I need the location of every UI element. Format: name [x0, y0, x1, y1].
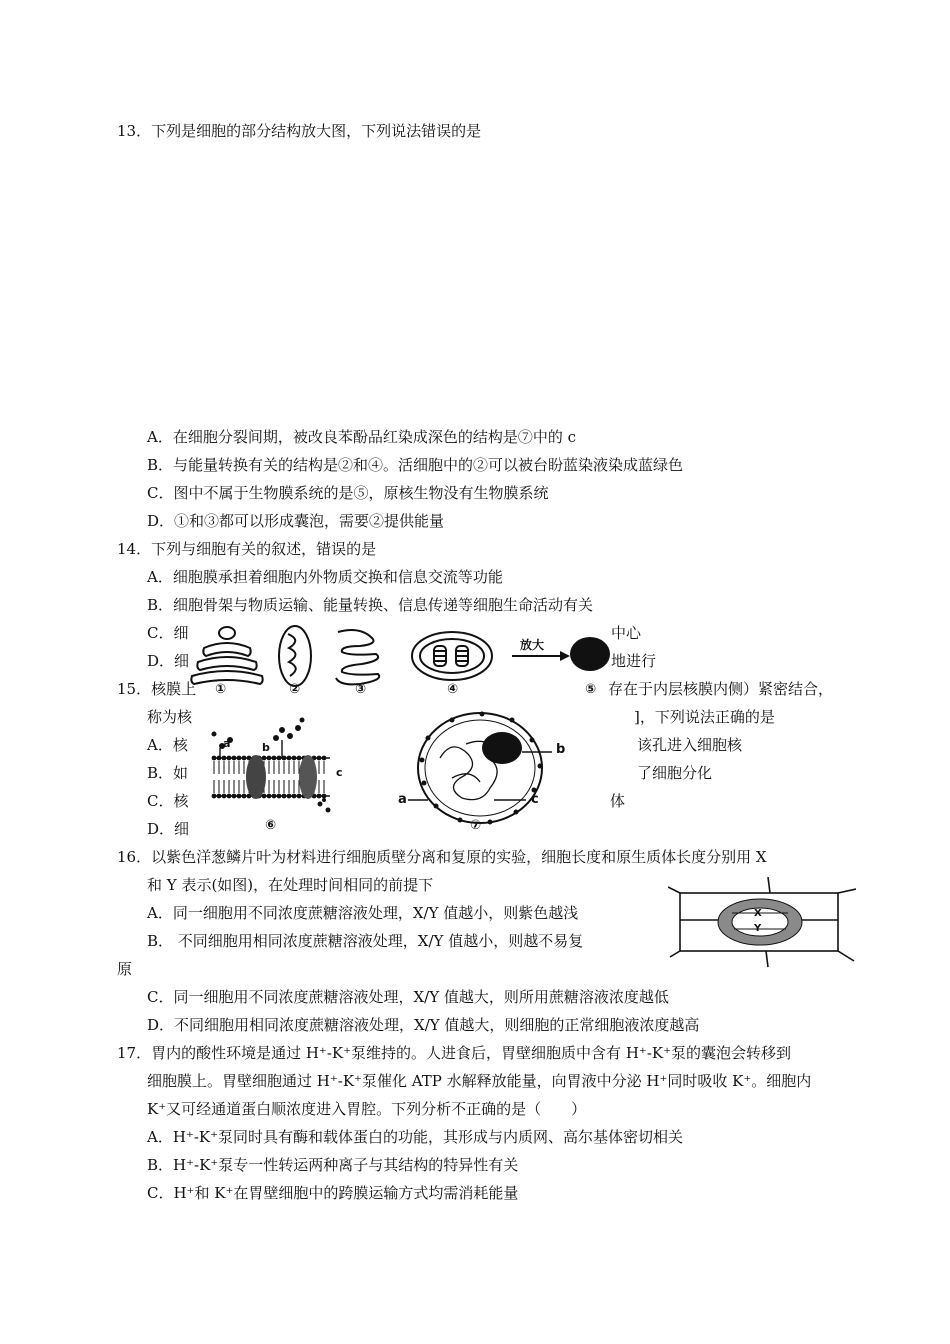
label-x: X	[754, 908, 762, 919]
phospholipid-head	[237, 756, 242, 761]
q15-option-d-start: D．细	[147, 820, 190, 838]
phospholipid-head	[262, 794, 267, 799]
q15-option-c-start: C．核	[147, 792, 189, 810]
phospholipid-head	[237, 794, 242, 799]
q17-option-b: B．H⁺-K⁺泵专一性转运两种离子与其结构的特异性有关	[147, 1156, 519, 1174]
phospholipid-head	[212, 756, 217, 761]
q13-option-d: D．①和③都可以形成囊泡，需要②提供能量	[147, 512, 445, 530]
label-7c: c	[531, 792, 539, 807]
label-structure-2: ②	[289, 682, 301, 697]
label-structure-6: ⑥	[265, 818, 277, 833]
q16-option-a: A．同一细胞用不同浓度蔗糖溶液处理，X/Y 值越小，则紫色越浅	[147, 904, 579, 922]
q15-stem-start: 15．核膜上	[117, 680, 197, 698]
label-structure-5: ⑤	[585, 682, 597, 697]
q14-option-c-end: 中心	[611, 624, 642, 642]
phospholipid-head	[277, 794, 282, 799]
q13-stem: 13．下列是细胞的部分结构放大图，下列说法错误的是	[117, 122, 482, 140]
q16-option-b: B． 不同细胞用相同浓度蔗糖溶液处理，X/Y 值越小，则越不易复	[147, 932, 584, 950]
phospholipid-head	[297, 756, 302, 761]
q16-option-b-wrap: 原	[117, 960, 133, 978]
label-6a: a	[223, 737, 231, 750]
q16-stem-line2: 和 Y 表示(如图)，在处理时间相同的前提下	[147, 876, 434, 894]
phospholipid-head	[282, 794, 287, 799]
label-structure-3: ③	[355, 682, 367, 697]
phospholipid-head	[272, 794, 277, 799]
phospholipid-head	[322, 756, 327, 761]
phospholipid-head	[242, 794, 247, 799]
phospholipid-head	[272, 756, 277, 761]
phospholipid-head	[267, 756, 272, 761]
cell-membrane-diagram	[212, 718, 331, 813]
q14-option-a: A．细胞膜承担着细胞内外物质交换和信息交流等功能	[147, 568, 503, 586]
q15-line2-end: ]，下列说法正确的是	[634, 708, 775, 726]
q15-option-b-start: B．如	[147, 764, 189, 782]
label-6c: c	[336, 766, 343, 779]
plasmolysis-figure	[668, 877, 856, 969]
phospholipid-head	[297, 794, 302, 799]
q16-option-d: D．不同细胞用相同浓度蔗糖溶液处理，X/Y 值越大，则细胞的正常细胞液浓度越高	[147, 1016, 700, 1034]
q14-option-d-end: 地进行	[611, 652, 657, 670]
phospholipid-head	[217, 794, 222, 799]
label-structure-7: ⑦	[470, 818, 482, 833]
q15-option-a-start: A．核	[147, 736, 188, 754]
phospholipid-head	[287, 756, 292, 761]
q15-option-a-end: 该孔进入细胞核	[637, 736, 743, 754]
phospholipid-head	[267, 794, 272, 799]
phospholipid-head	[227, 756, 232, 761]
phospholipid-head	[232, 756, 237, 761]
q14-option-b: B．细胞骨架与物质运输、能量转换、信息传递等细胞生命活动有关	[147, 596, 594, 614]
q17-option-a: A．H⁺-K⁺泵同时具有酶和载体蛋白的功能，其形成与内质网、高尔基体密切相关	[147, 1128, 684, 1146]
mitochondrion-diagram	[279, 626, 311, 686]
phospholipid-head	[317, 756, 322, 761]
golgi-apparatus-diagram	[191, 627, 262, 684]
label-6b: b	[262, 741, 270, 754]
label-7b: b	[556, 742, 566, 757]
q13-option-a: A．在细胞分裂间期，被改良苯酚品红染成深色的结构是⑦中的 c	[147, 428, 577, 446]
nucleus-diagram	[408, 712, 552, 825]
phospholipid-head	[317, 794, 322, 799]
phospholipid-head	[227, 794, 232, 799]
phospholipid-head	[222, 794, 227, 799]
q15-option-b-end: 了细胞分化	[637, 764, 713, 782]
chloroplast-diagram	[412, 632, 492, 680]
phospholipid-head	[292, 756, 297, 761]
q17-option-c: C．H⁺和 K⁺在胃壁细胞中的跨膜运输方式均需消耗能量	[147, 1184, 519, 1202]
phospholipid-head	[222, 756, 227, 761]
phospholipid-head	[262, 756, 267, 761]
q16-option-c: C．同一细胞用不同浓度蔗糖溶液处理，X/Y 值越大，则所用蔗糖溶液浓度越低	[147, 988, 669, 1006]
q14-stem: 14．下列与细胞有关的叙述，错误的是	[117, 540, 377, 558]
enlarge-label: 放大	[520, 638, 545, 652]
phospholipid-head	[287, 794, 292, 799]
q14-option-c-start: C．细	[147, 624, 189, 642]
q15-line2-start: 称为核	[147, 708, 193, 726]
phospholipid-head	[277, 756, 282, 761]
ribosome-diagram	[570, 637, 610, 671]
q13-option-c: C．图中不属于生物膜系统的是⑤，原核生物没有生物膜系统	[147, 484, 549, 502]
q17-stem-line2: 细胞膜上。胃壁细胞通过 H⁺-K⁺泵催化 ATP 水解释放能量，向胃液中分泌 H⁺同时吸收 K⁺。细胞内	[147, 1072, 812, 1090]
q13-option-b: B．与能量转换有关的结构是②和④。活细胞中的②可以被台盼蓝染液染成蓝绿色	[147, 456, 684, 474]
q14-option-d-start: D．细	[147, 652, 190, 670]
q17-stem-line1: 17．胃内的酸性环境是通过 H⁺-K⁺泵维持的。人进食后，胃壁细胞质中含有 H⁺-K⁺泵的囊泡会转移到	[117, 1044, 792, 1062]
label-structure-4: ④	[447, 682, 459, 697]
q15-stem-end: 存在于内层核膜内侧）紧密结合，	[608, 680, 834, 698]
label-7a: a	[398, 792, 407, 807]
phospholipid-head	[292, 794, 297, 799]
phospholipid-head	[212, 794, 217, 799]
q17-stem-line3: K⁺又可经通道蛋白顺浓度进入胃腔。下列分析不正确的是（ ）	[147, 1100, 587, 1118]
q16-stem: 16．以紫色洋葱鳞片叶为材料进行细胞质壁分离和复原的实验，细胞长度和原生质体长度分别用 X	[117, 848, 767, 866]
phospholipid-head	[322, 794, 327, 799]
endoplasmic-reticulum-diagram	[336, 630, 379, 684]
phospholipid-head	[232, 794, 237, 799]
label-y: Y	[754, 923, 762, 934]
label-structure-1: ①	[215, 682, 227, 697]
phospholipid-head	[242, 756, 247, 761]
q15-option-c-end: 体	[610, 792, 626, 810]
